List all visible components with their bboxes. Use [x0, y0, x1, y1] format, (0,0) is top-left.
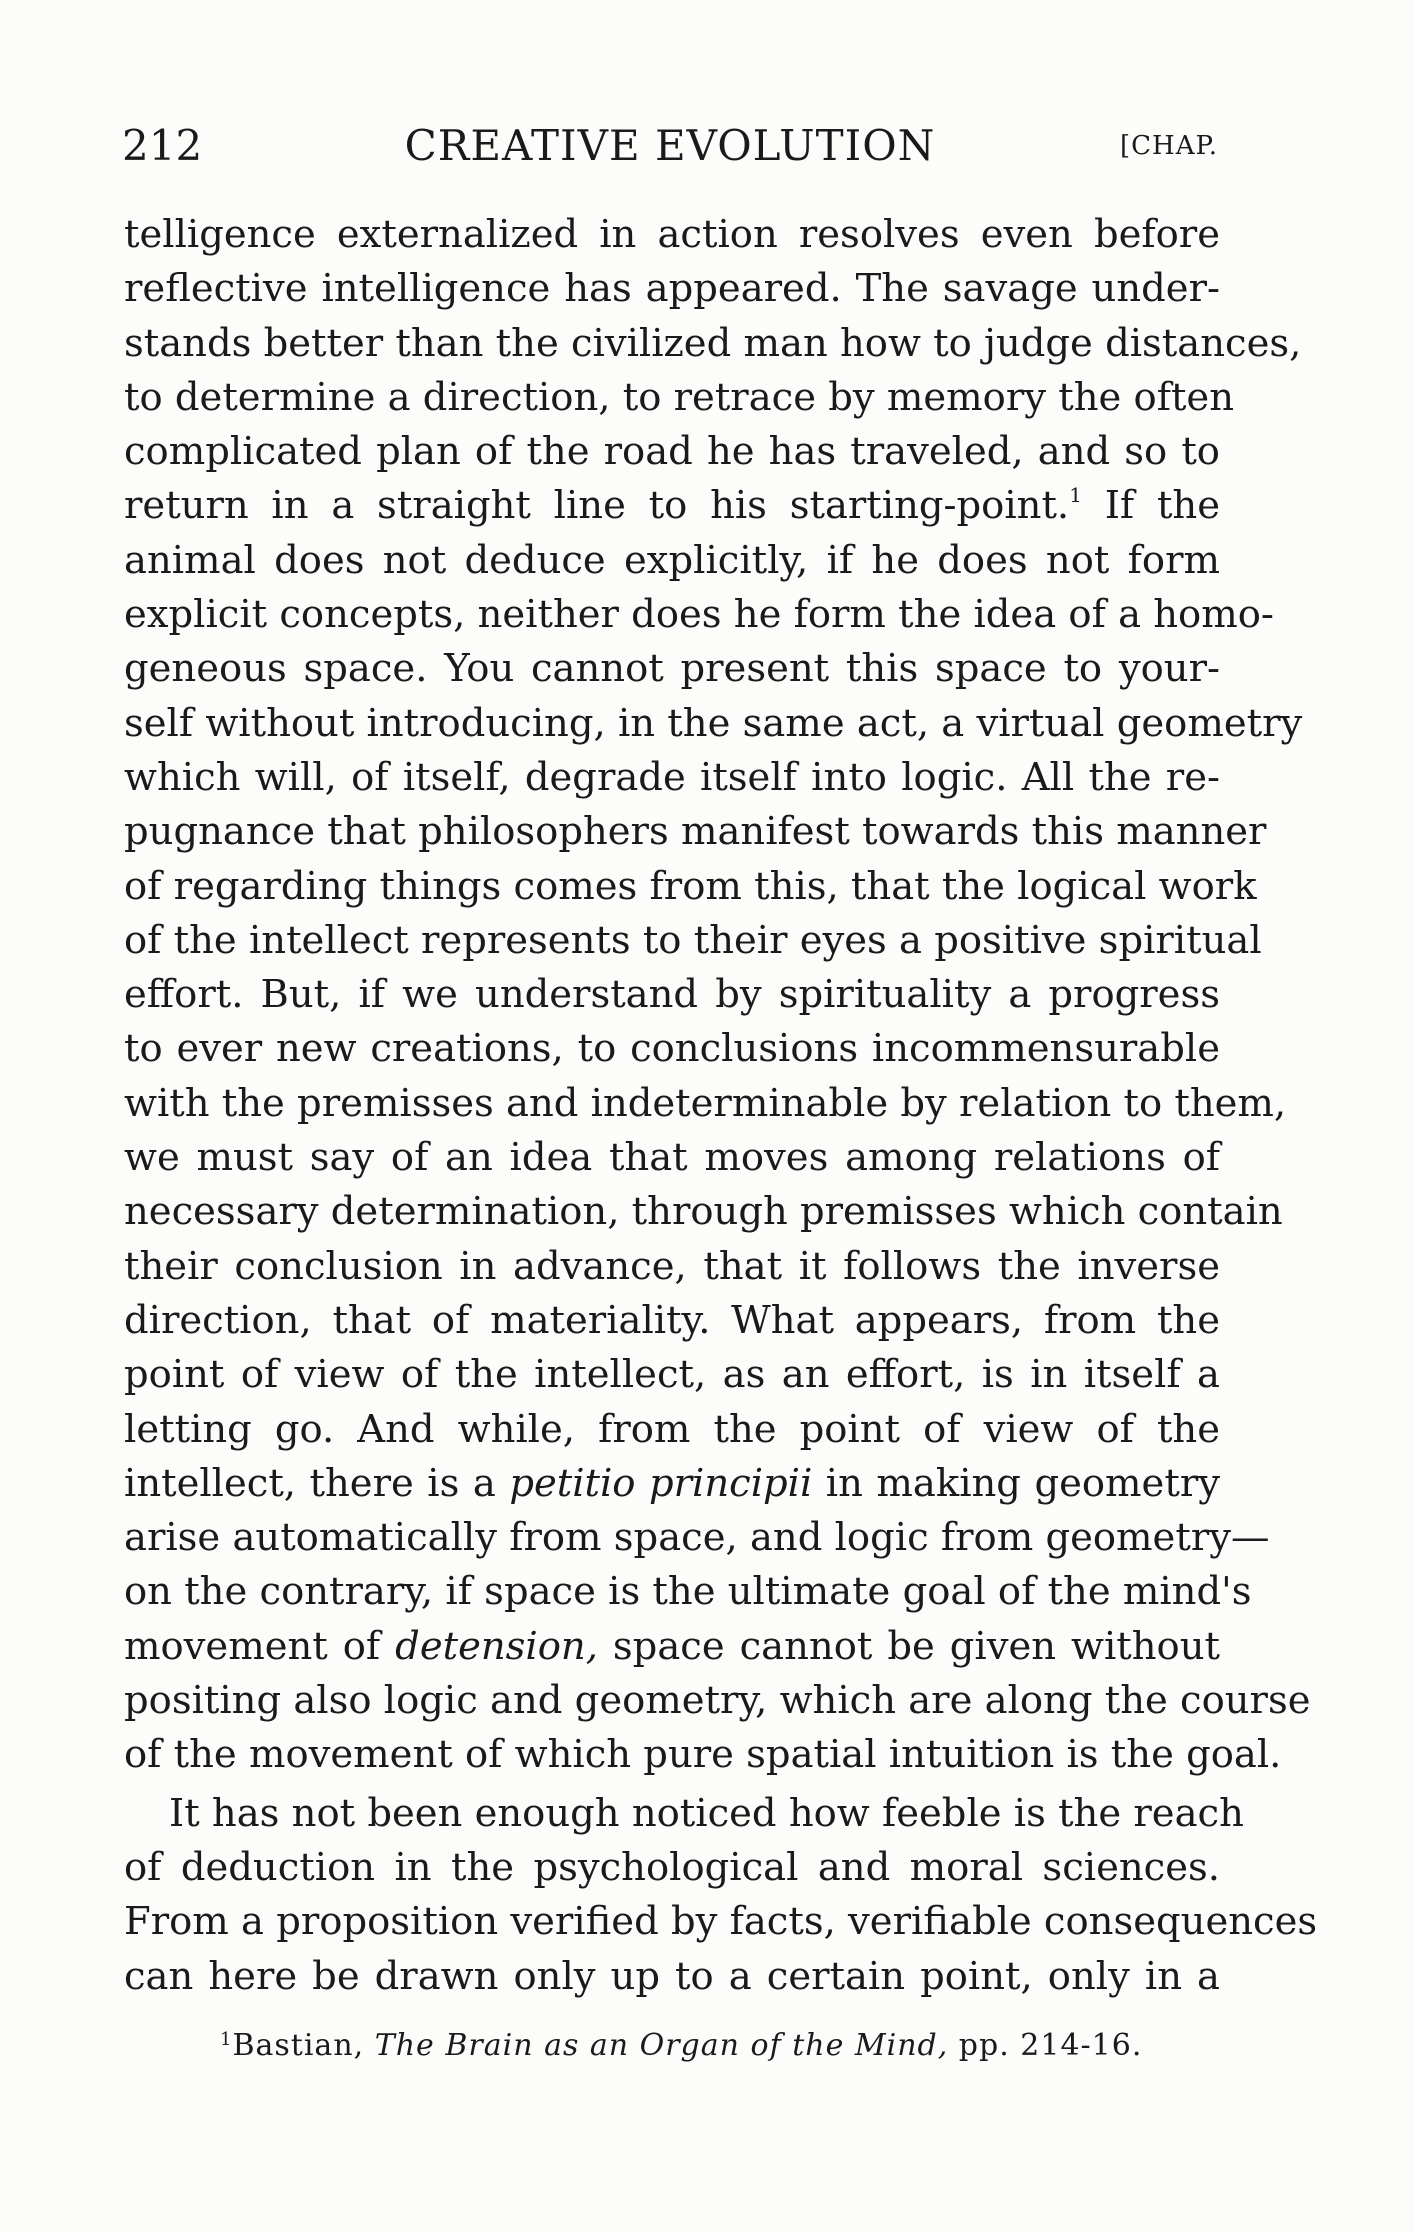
running-head — [122, 116, 1218, 176]
footnote-pages: pp. 214-16. — [948, 2028, 1143, 2063]
footnote-reference: 1 — [1069, 483, 1082, 508]
footnote-marker: 1 — [220, 2029, 233, 2050]
text-line: arise automatically from space, and logic from geometry— — [124, 1515, 1270, 1561]
text-line: to ever new creations, to conclusions incommensurable — [124, 1026, 1220, 1072]
text-line: necessary determination, through premisses which contain — [124, 1189, 1283, 1235]
text-segment: space cannot be given without — [597, 1623, 1220, 1669]
text-line: to determine a direction, to retrace by memory the often — [124, 374, 1235, 420]
text-line: animal does not deduce explicitly, if he does not form — [124, 537, 1220, 583]
text-line: telligence externalized in action resolves even before — [124, 212, 1220, 257]
text-line — [124, 1457, 1220, 1511]
text-line: with the premisses and indeterminable by relation to them, — [124, 1080, 1287, 1126]
paragraph-1 — [124, 208, 1311, 1783]
text-line: we must say of an idea that moves among relations of — [124, 1135, 1220, 1181]
text-line: of the movement of which pure spatial intuition is the goal. — [124, 1732, 1282, 1778]
text-line: of the intellect represents to their eyes a positive spiritual — [124, 917, 1262, 963]
text-line: on the contrary, if space is the ultimate goal of the mind's — [124, 1569, 1252, 1615]
text-line — [124, 1620, 1220, 1674]
text-line: positing also logic and geometry, which are along the course — [124, 1678, 1311, 1724]
text-line: From a proposition verified by facts, verifiable consequences — [124, 1899, 1318, 1945]
text-line: geneous space. You cannot present this space to your- — [124, 646, 1220, 692]
text-line: which will, of itself, degrade itself into logic. All the re- — [124, 754, 1220, 800]
text-line: It has not been enough noticed how feeble is the reach — [169, 1790, 1244, 1836]
text-line: explicit concepts, neither does he form the idea of a homo- — [124, 592, 1274, 638]
text-line: effort. But, if we understand by spirituality a progress — [124, 972, 1220, 1018]
italic-phrase: petitio principii — [509, 1460, 813, 1506]
text-segment: return in a straight line to his starting-point. — [124, 483, 1070, 529]
text-line: of deduction in the psychological and moral sciences. — [124, 1844, 1220, 1890]
text-line: of regarding things comes from this, that the logical work — [124, 863, 1257, 909]
text-line: can here be drawn only up to a certain point, only in a — [124, 1953, 1220, 1999]
body-text — [124, 208, 1318, 2004]
page-number: 212 — [122, 121, 203, 170]
text-line: pugnance that philosophers manifest towards this manner — [124, 809, 1267, 855]
text-line: reflective intelligence has appeared. The savage under- — [124, 266, 1220, 312]
text-line: complicated plan of the road he has traveled, and so to — [124, 429, 1220, 475]
text-line: their conclusion in advance, that it follows the inverse — [124, 1243, 1220, 1289]
text-line: point of view of the intellect, as an effort, is in itself a — [124, 1352, 1220, 1398]
text-segment: If the — [1081, 483, 1220, 529]
text-segment: in making geometry — [812, 1460, 1220, 1506]
italic-word: detension, — [395, 1623, 598, 1669]
text-line: stands better than the civilized man how to judge distances, — [124, 320, 1302, 366]
text-line: direction, that of materiality. What appears, from the — [124, 1297, 1220, 1343]
footnote-author: Bastian, — [232, 2028, 375, 2063]
footnote-title: The Brain as an Organ of the Mind, — [374, 2028, 949, 2063]
paragraph-2 — [124, 1787, 1318, 2004]
text-segment: movement of — [124, 1623, 381, 1669]
text-line: self without introducing, in the same act, a virtual geometry — [124, 700, 1303, 746]
text-line: letting go. And while, from the point of view of the — [124, 1406, 1220, 1452]
footnote — [220, 2026, 1142, 2066]
book-title: CREATIVE EVOLUTION — [404, 121, 936, 170]
text-segment: intellect, there is a — [124, 1460, 496, 1506]
text-line — [124, 479, 1220, 533]
chapter-mark: [CHAP. — [1120, 131, 1218, 161]
